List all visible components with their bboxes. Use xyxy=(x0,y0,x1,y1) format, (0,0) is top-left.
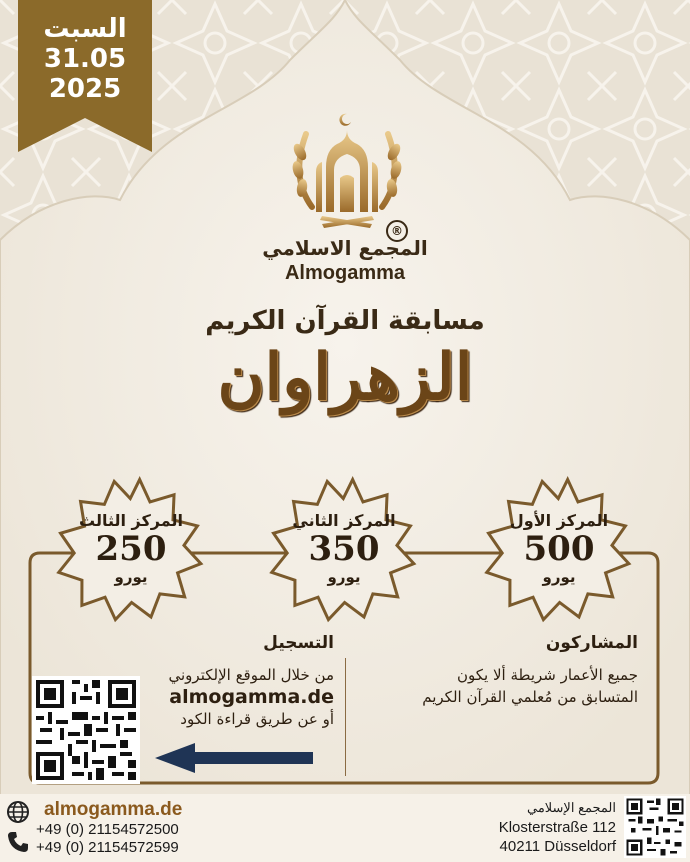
footer-phone-1[interactable]: +49 (0) 21154572500 xyxy=(36,821,179,838)
footer-website-link[interactable]: almogamma.de xyxy=(44,799,183,820)
prize-amount: 350 xyxy=(308,529,380,569)
prize-unit: يورو xyxy=(542,568,576,586)
prize-amount: 500 xyxy=(523,529,595,569)
participants-line: المتسابق من مُعلمي القرآن الكريم xyxy=(422,688,638,706)
competition-subtitle: مسابقة القرآن الكريم xyxy=(205,306,485,336)
prize-unit: يورو xyxy=(114,568,148,586)
logo-latin: Almogamma xyxy=(284,262,406,284)
footer-street: Klosterstraße 112 xyxy=(498,819,616,836)
registration-line: من خلال الموقع الإلكتروني xyxy=(168,666,334,684)
prize-third xyxy=(56,511,206,586)
date-text xyxy=(18,14,152,104)
registration-line: أو عن طريق قراءة الكود xyxy=(180,710,334,728)
registration-website-link[interactable]: almogamma.de xyxy=(169,686,334,708)
prize-second xyxy=(269,511,419,586)
phone-icon xyxy=(6,830,30,854)
prize-rank: المركز الأول xyxy=(509,511,609,530)
globe-icon xyxy=(6,800,30,824)
registration-qr-code-icon[interactable] xyxy=(32,676,140,784)
mosque-laurel-logo-icon xyxy=(282,112,412,232)
participants-text xyxy=(338,664,638,708)
prize-first xyxy=(484,511,634,586)
registration-title: التسجيل xyxy=(263,633,334,653)
footer-city: 40211 Düsseldorf xyxy=(499,838,616,855)
prize-rank: المركز الثاني xyxy=(292,511,396,530)
date-day: السبت xyxy=(43,14,127,44)
date-date: 31.05 xyxy=(43,44,127,74)
calligraphy-title: الزهراوان xyxy=(217,340,473,415)
column-divider xyxy=(345,658,346,776)
date-year: 2025 xyxy=(48,74,122,104)
footer-phone-2[interactable]: +49 (0) 21154572599 xyxy=(36,839,179,856)
logo-arabic: المجمع الاسلامي xyxy=(262,236,428,260)
registration-text xyxy=(134,664,334,730)
qr-code-icon[interactable] xyxy=(624,796,686,858)
registered-mark: ® xyxy=(386,220,408,242)
prize-rank: المركز الثالث xyxy=(79,511,183,530)
participants-title: المشاركون xyxy=(545,633,638,653)
footer-org: المجمع الإسلامي xyxy=(526,800,616,815)
participants-line: جميع الأعمار شريطة ألا يكون xyxy=(457,666,638,684)
prize-amount: 250 xyxy=(95,529,167,569)
arrow-left-icon xyxy=(155,743,315,773)
prize-unit: يورو xyxy=(327,568,361,586)
